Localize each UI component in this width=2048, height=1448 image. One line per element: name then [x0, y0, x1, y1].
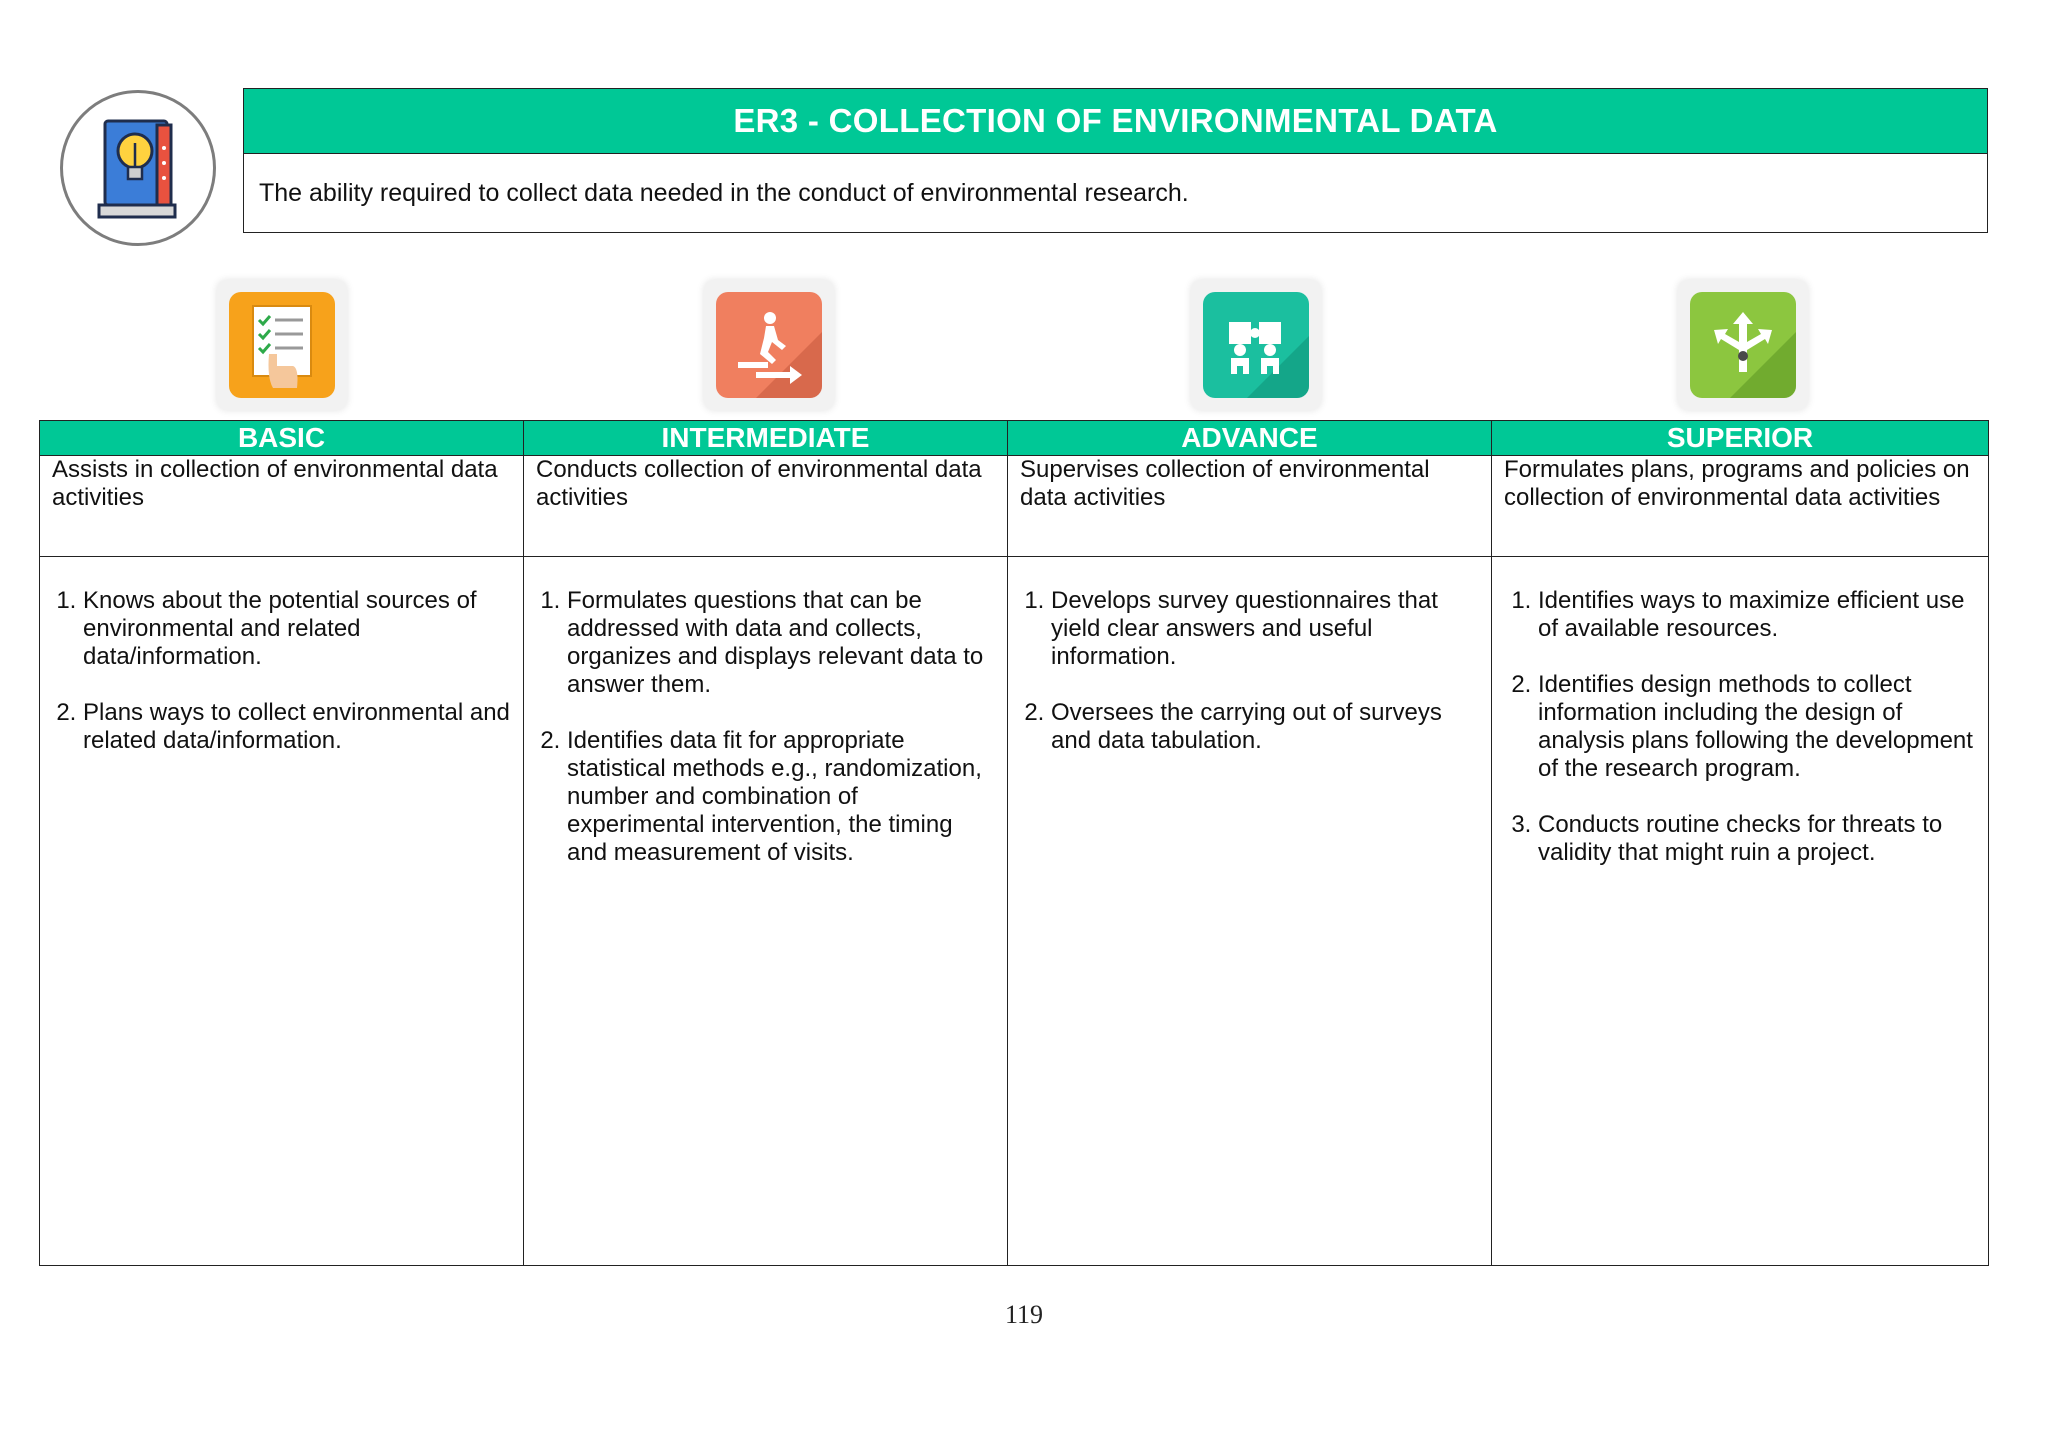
checklist-hand-icon	[217, 280, 347, 410]
level-items-row	[40, 557, 1989, 1266]
competency-levels-table	[39, 420, 1989, 1266]
summary-basic: Assists in collection of environmental data activities	[40, 456, 524, 557]
list-item: 2. Oversees the carrying out of surveys and data tabulation.	[1051, 699, 1479, 755]
lightbulb-book-icon	[60, 90, 216, 246]
list-item: 2. Plans ways to collect environmental and related data/information.	[83, 699, 511, 755]
level-header-advance: ADVANCE	[1008, 421, 1492, 456]
list-item: 1. Identifies ways to maximize efficient use of available resources.	[1538, 587, 1976, 643]
items-advance	[1008, 557, 1492, 1266]
person-stepping-arrow-icon	[704, 280, 834, 410]
summary-intermediate: Conducts collection of environmental data activities	[524, 456, 1008, 557]
level-summary-row	[40, 456, 1989, 557]
list-item: 3. Conducts routine checks for threats to validity that might ruin a project.	[1538, 811, 1976, 867]
items-basic	[40, 557, 524, 1266]
intermediate-item-list	[536, 587, 995, 867]
competency-header	[243, 88, 1988, 233]
list-item: 1. Develops survey questionnaires that yield clear answers and useful information.	[1051, 587, 1479, 671]
level-header-superior: SUPERIOR	[1492, 421, 1989, 456]
summary-superior: Formulates plans, programs and policies on collection of environmental data activities	[1492, 456, 1989, 557]
level-header-row	[40, 421, 1989, 456]
items-superior	[1492, 557, 1989, 1266]
basic-item-list	[52, 587, 511, 755]
list-item: 2. Identifies data fit for appropriate statistical methods e.g., randomization, number and combination of experimental intervention, the timing and measurement of visits.	[567, 727, 995, 867]
summary-advance: Supervises collection of environmental data activities	[1008, 456, 1492, 557]
items-intermediate	[524, 557, 1008, 1266]
list-item: 1. Formulates questions that can be addressed with data and collects, organizes and displays relevant data to answer them.	[567, 587, 995, 699]
level-header-intermediate: INTERMEDIATE	[524, 421, 1008, 456]
list-item: 1. Knows about the potential sources of environmental and related data/information.	[83, 587, 511, 671]
crossroads-arrows-icon	[1678, 280, 1808, 410]
superior-item-list	[1504, 587, 1976, 867]
competency-title: ER3 - COLLECTION OF ENVIRONMENTAL DATA	[244, 89, 1987, 154]
competency-description: The ability required to collect data needed in the conduct of environmental research.	[259, 178, 1189, 207]
page-number: 119	[1004, 1300, 1044, 1329]
level-header-basic: BASIC	[40, 421, 524, 456]
advance-item-list	[1020, 587, 1479, 755]
list-item: 2. Identifies design methods to collect information including the design of analysis plans following the development of the research program.	[1538, 671, 1976, 783]
puzzle-people-icon	[1191, 280, 1321, 410]
